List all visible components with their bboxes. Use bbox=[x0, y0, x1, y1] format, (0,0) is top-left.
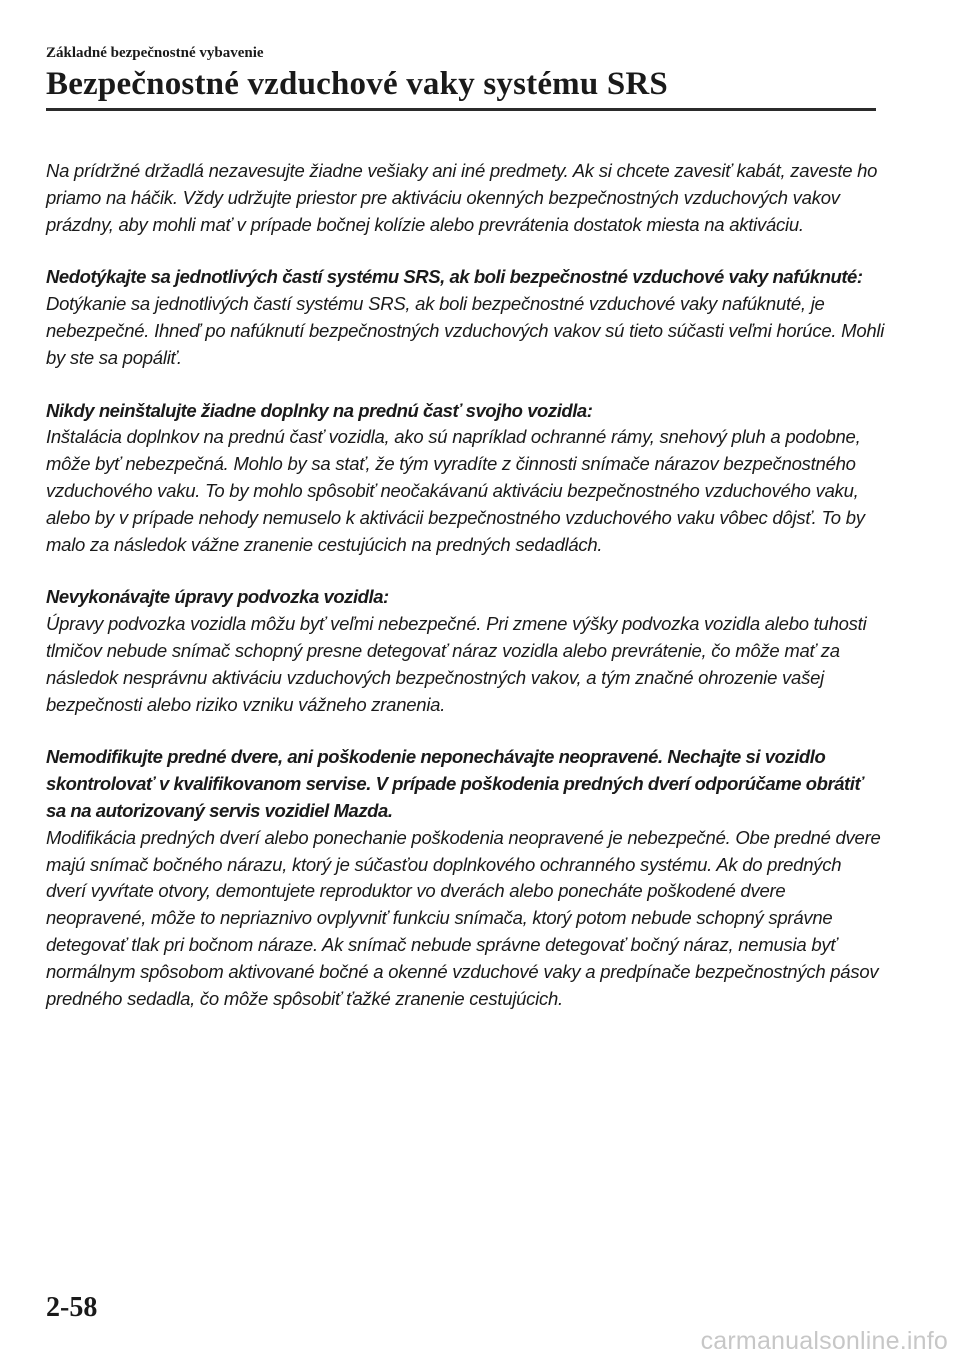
text-block-front-accessories bbox=[46, 398, 886, 559]
text-block-suspension bbox=[46, 584, 886, 718]
section-label: Základné bezpečnostné vybavenie bbox=[46, 45, 264, 61]
paragraph-heading: Nikdy neinštalujte žiadne doplnky na prednú časť svojho vozidla: bbox=[46, 399, 593, 421]
paragraph-body: Na prídržné držadlá nezavesujte žiadne vešiaky ani iné predmety. Ak si chcete zavesiť kabát, zaveste ho priamo na háčik. Vždy udržujte priestor pre aktiváciu okenných bezpečnostných vzduchových vakov prázdny, aby mohli mať v prípade bočnej kolízie alebo prevrátenia dostatok miesta na aktiváciu. bbox=[46, 160, 878, 235]
paragraph-body: Modifikácia predných dverí alebo ponechanie poškodenia neopravené je nebezpečné. Obe predné dvere majú snímač bočného nárazu, ktorý je súčasťou doplnkového ochranného systému. Ak do predných dverí vyvŕtate otvory, demontujete reproduktor vo dverách alebo ponecháte poškodené dvere neopravené, môže to nepriaznivo ovplyvniť funkciu snímača, ktorý potom nebude schopný správne detegovať tlak pri bočnom náraze. Ak snímač nebude správne detegovať bočný náraz, nemusia byť normálnym spôsobom aktivované bočné a okenné vzduchové vaky a predpínače bezpečnostných pásov predného sedadla, čo môže spôsobiť ťažké zranenie cestujúcich. bbox=[46, 826, 881, 1009]
paragraph-body: Inštalácia doplnkov na prednú časť vozidla, ako sú napríklad ochranné rámy, snehový pluh a podobne, môže byť nebezpečná. Mohlo by sa stať, že tým vyradíte z činnosti snímače nárazov bezpečnostného vzduchového vaku. To by mohlo spôsobiť neočakávanú aktiváciu bezpečnostného vzduchového vaku, alebo by v prípade nehody nemuselo k aktivácii bezpečnostného vzduchového vaku vôbec dôjsť. To by malo za následok vážne zranenie cestujúcich na predných sedadlách. bbox=[46, 426, 865, 555]
watermark-text: carmanualsonline.info bbox=[700, 1327, 948, 1355]
text-block-front-doors bbox=[46, 744, 886, 1012]
paragraph-heading: Nedotýkajte sa jednotlivých častí systému SRS, ak boli bezpečnostné vzduchové vaky nafúknuté: bbox=[46, 266, 863, 288]
paragraph-body: Dotýkanie sa jednotlivých častí systému SRS, ak boli bezpečnostné vzduchové vaky nafúknuté, je nebezpečné. Ihneď po nafúknutí bezpečnostných vzduchových vakov sú tieto súčasti veľmi horúce. Mohli by ste sa popáliť. bbox=[46, 293, 885, 368]
paragraph-heading: Nevykonávajte úpravy podvozka vozidla: bbox=[46, 586, 389, 608]
page-title: Bezpečnostné vzduchové vaky systému SRS bbox=[46, 66, 668, 102]
title-divider bbox=[46, 108, 876, 111]
text-block-hanger-warning bbox=[46, 158, 886, 238]
page-number: 2-58 bbox=[46, 1292, 98, 1323]
page-header bbox=[46, 44, 876, 104]
page-content bbox=[46, 158, 886, 1038]
text-block-do-not-touch bbox=[46, 264, 886, 371]
paragraph-body: Úpravy podvozka vozidla môžu byť veľmi nebezpečné. Pri zmene výšky podvozka vozidla alebo tuhosti tlmičov nebude snímač schopný presne detegovať náraz vozidla alebo prevrátenie, čo môže mať za následok nesprávnu aktiváciu vzduchových bezpečnostných vakov, a tým značné ohrozenie vašej bezpečnosti alebo riziko vzniku vážneho zranenia. bbox=[46, 613, 867, 715]
paragraph-heading: Nemodifikujte predné dvere, ani poškodenie neponechávajte neopravené. Nechajte si vozidlo skontrolovať v kvalifikovanom servise. V prípade poškodenia predných dverí odporúčame obrátiť sa na autorizovaný servis vozidiel Mazda. bbox=[46, 746, 863, 821]
